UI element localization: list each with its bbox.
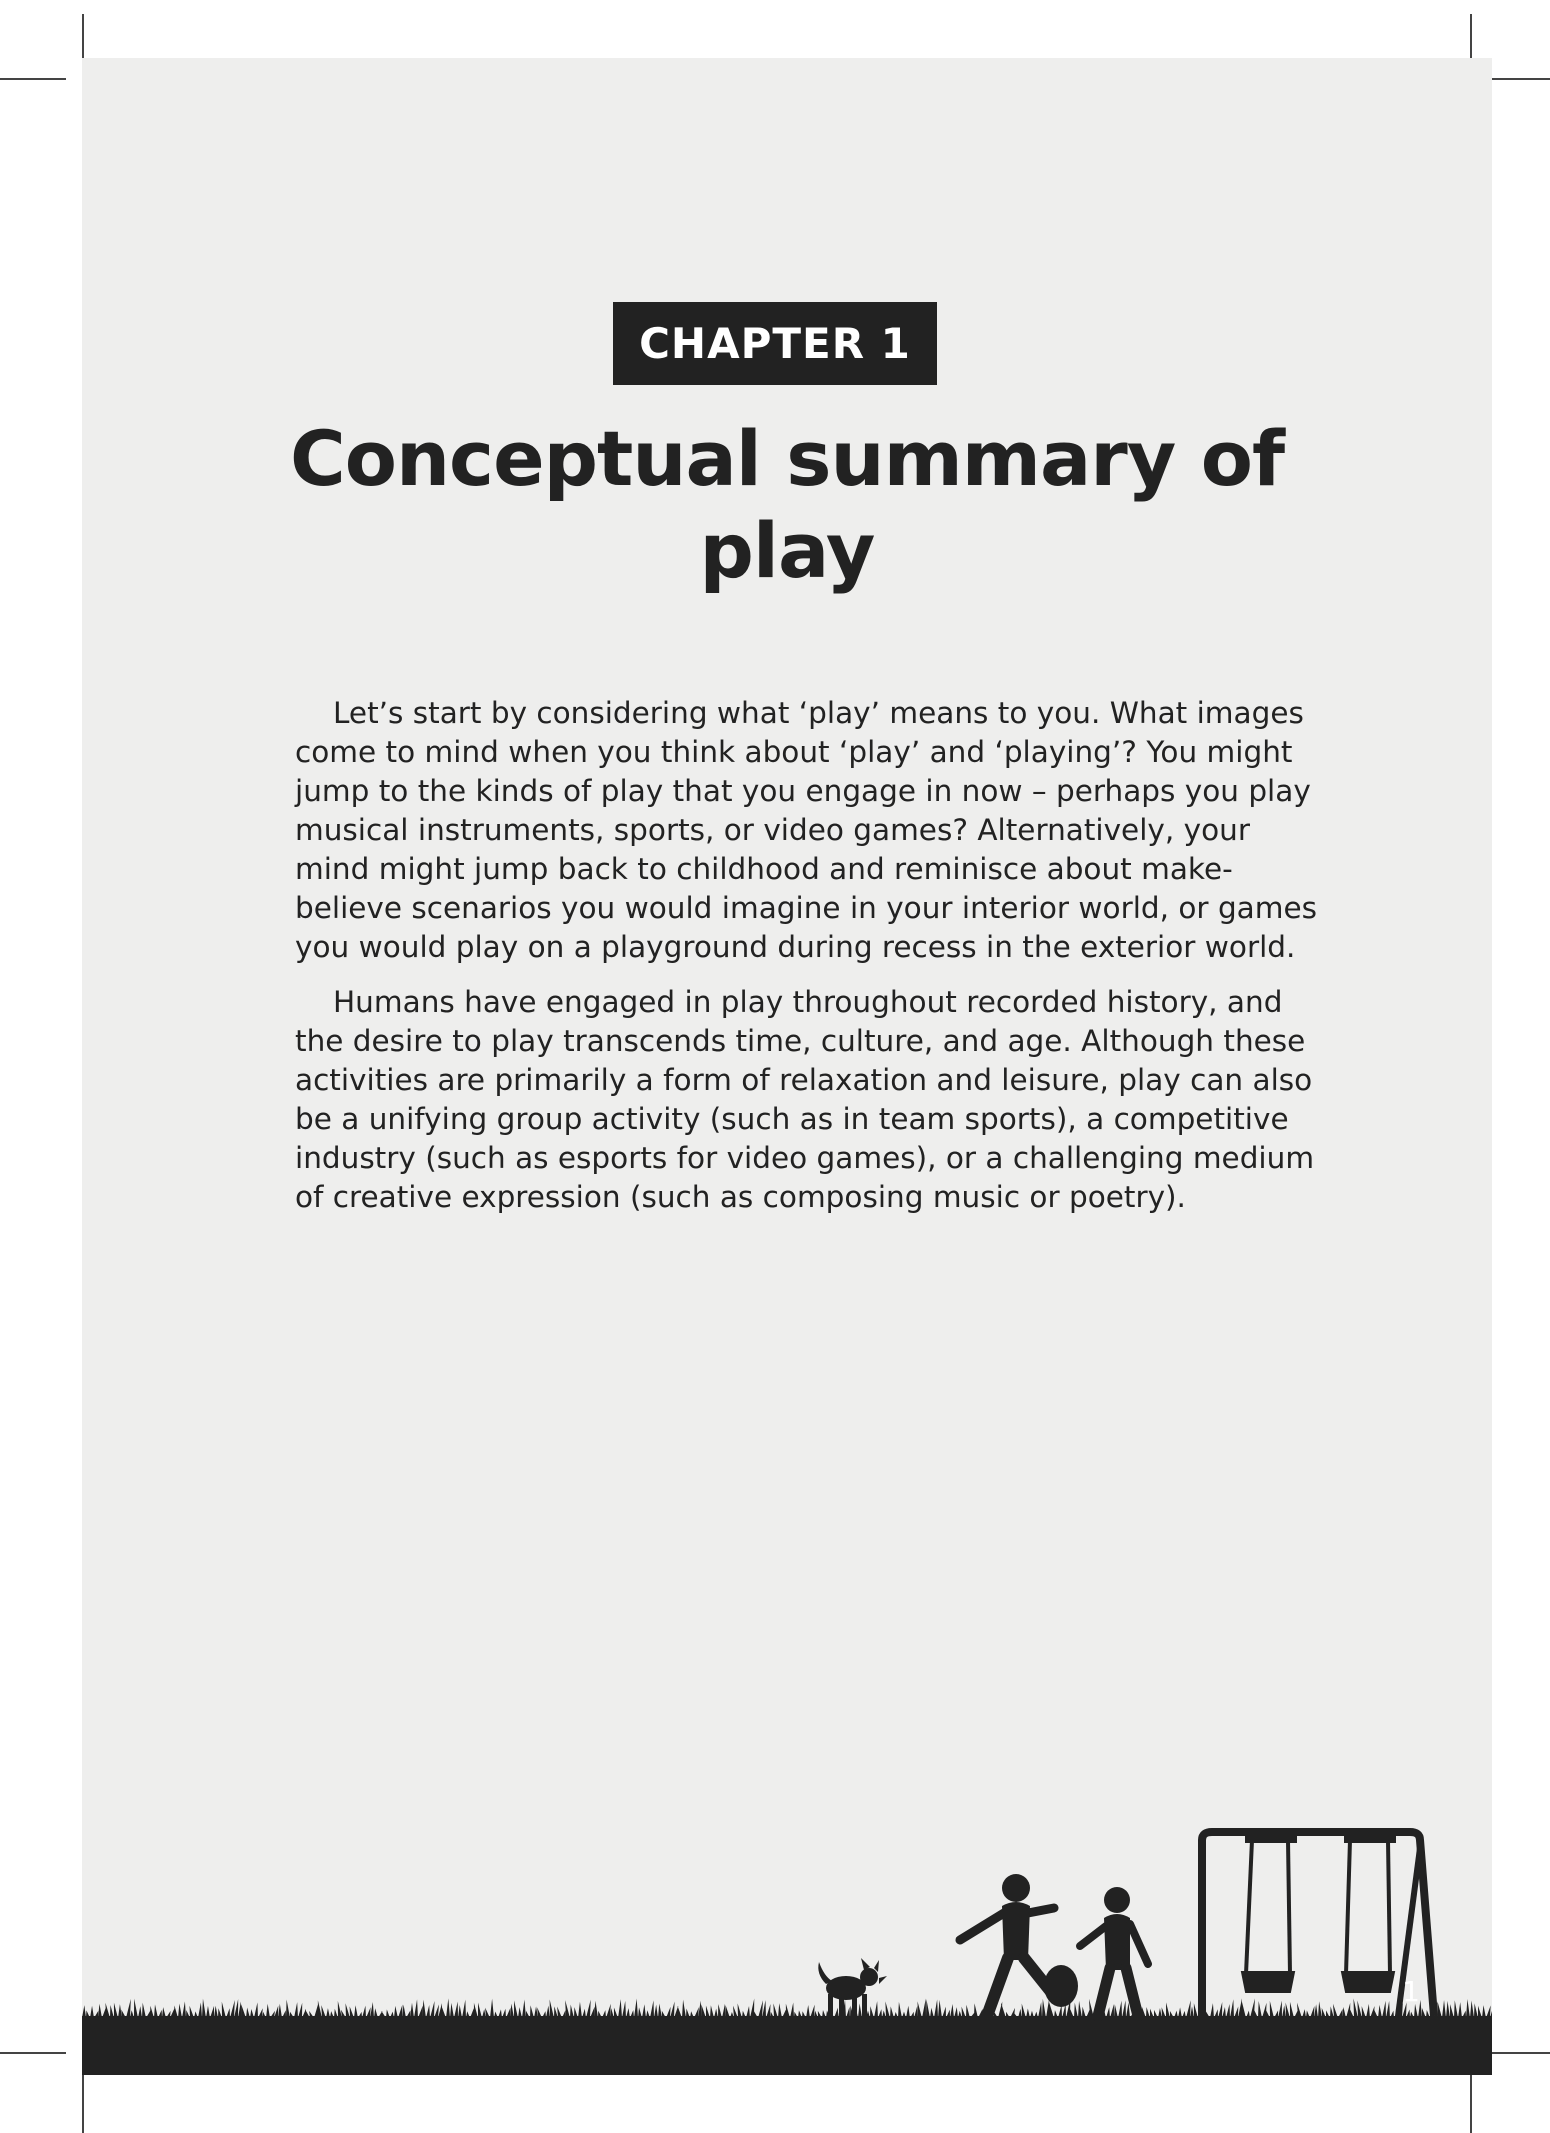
- crop-mark: [1470, 2072, 1472, 2133]
- paragraph-2: Humans have engaged in play throughout recorded history, and the desire to play transcends time, culture, and age. Although these activities are primarily a form of relaxation and leisure, play can also be a unifying group activity (such as in team sports), a competitive industry (such as esports for video games), or a challenging medium of creative expression (such as composing music or poetry).: [295, 985, 1315, 1214]
- chapter-label: [613, 302, 937, 385]
- paragraph-1: Let’s start by considering what ‘play’ means to you. What images come to mind when you think about ‘play’ and ‘playing’? You might jump to the kinds of play that you engage in now – perhaps you play musical instruments, sports, or video games? Alternatively, your mind might jump back to childhood and reminisce about make-believe scenarios you would imagine in your interior world, or games you would play on a playground during recess in the exterior world.: [295, 696, 1317, 964]
- chapter-title: [242, 413, 1332, 597]
- crop-mark: [1484, 2052, 1550, 2054]
- crop-mark: [82, 2072, 84, 2133]
- crop-mark: [0, 2052, 66, 2054]
- page-number: 1: [1402, 1975, 1420, 2008]
- ground-band: [82, 2016, 1492, 2075]
- grass-blades: [82, 1998, 1492, 2018]
- body-text: [295, 694, 1330, 1233]
- ball-icon: [1044, 1965, 1078, 2007]
- book-page: [82, 58, 1492, 2075]
- swing-set-icon: [1202, 1832, 1434, 2016]
- child-running-silhouette-icon: [1080, 1887, 1148, 2016]
- grass-icon: [82, 1998, 1492, 2018]
- chapter-label-text: CHAPTER 1: [639, 319, 911, 368]
- chapter-title-line-2: play: [699, 506, 875, 595]
- playground-illustration: [82, 1748, 1492, 2075]
- crop-mark: [1484, 78, 1550, 80]
- chapter-title-line-1: Conceptual summary of: [289, 414, 1285, 503]
- child-kicking-silhouette-icon: [960, 1874, 1056, 2016]
- crop-mark: [0, 78, 66, 80]
